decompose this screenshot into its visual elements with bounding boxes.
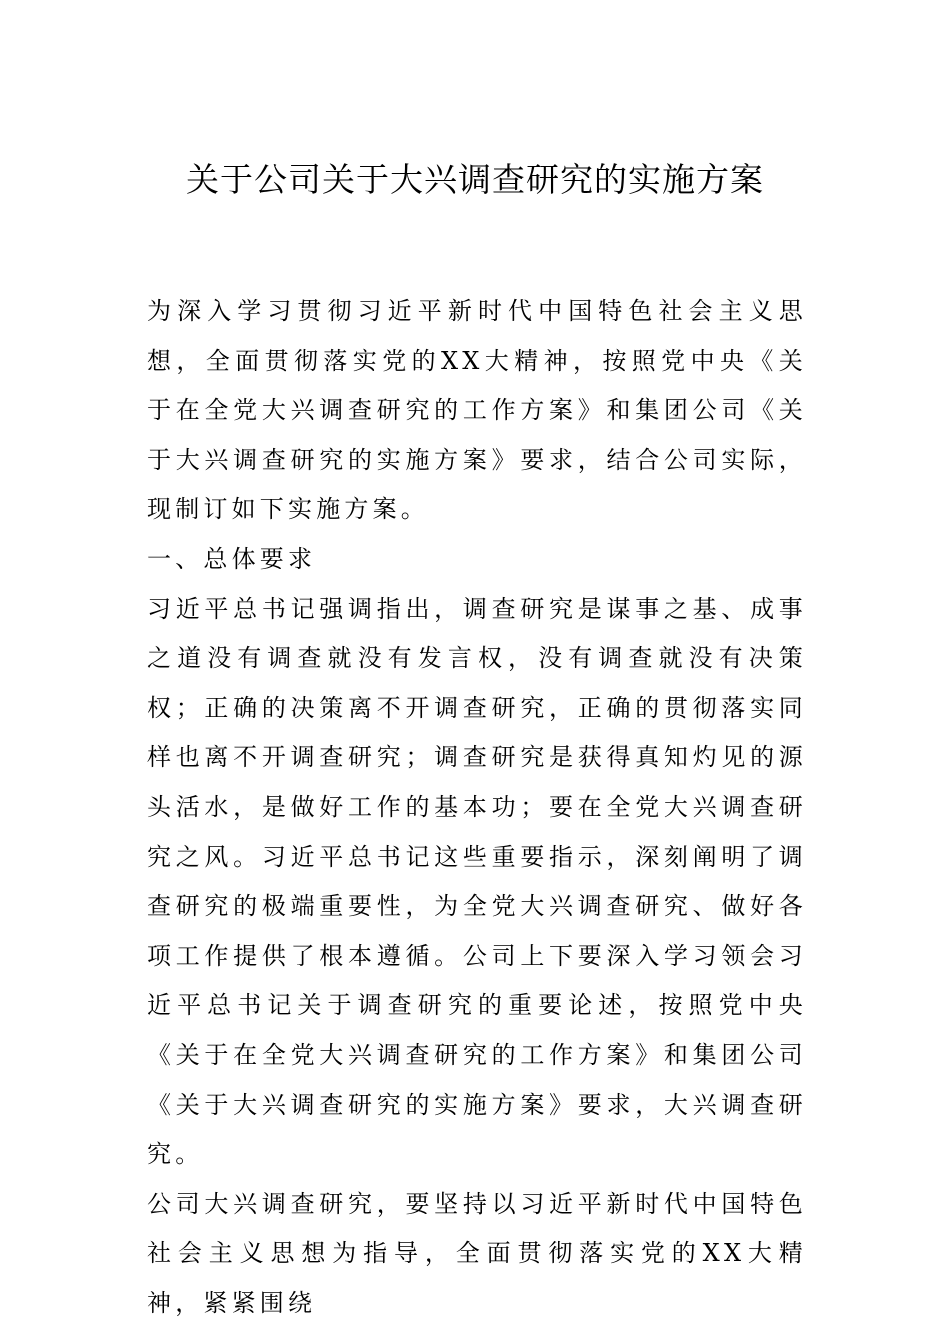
paragraph-intro: 为深入学习贯彻习近平新时代中国特色社会主义思想，全面贯彻落实党的XX大精神，按照党中央《关于在全党大兴调查研究的工作方案》和集团公司《关于大兴调查研究的实施方案》要求，结合公司实际，现制订如下实施方案。 xyxy=(147,297,807,524)
paragraph-instructions: 习近平总书记强调指出，调查研究是谋事之基、成事之道没有调查就没有发言权，没有调查就没有决策权；正确的决策离不开调查研究，正确的贯彻落实同样也离不开调查研究；调查研究是获得真知灼见的源头活水，是做好工作的基本功；要在全党大兴调查研究之风。习近平总书记这些重要指示，深刻阐明了调查研究的极端重要性，为全党大兴调查研究、做好各项工作提供了根本遵循。公司上下要深入学习领会习近平总书记关于调查研究的重要论述，按照党中央《关于在全党大兴调查研究的工作方案》和集团公司《关于大兴调查研究的实施方案》要求，大兴调查研究。 xyxy=(147,594,807,1169)
document-title: 关于公司关于大兴调查研究的实施方案 xyxy=(186,160,764,199)
section-heading-general-requirements: 一、总体要求 xyxy=(147,544,317,573)
paragraph-guiding-principle: 公司大兴调查研究，要坚持以习近平新时代中国特色社会主义思想为指导，全面贯彻落实党的XX大精神，紧紧围绕 xyxy=(147,1189,807,1317)
document-body xyxy=(147,287,807,1328)
